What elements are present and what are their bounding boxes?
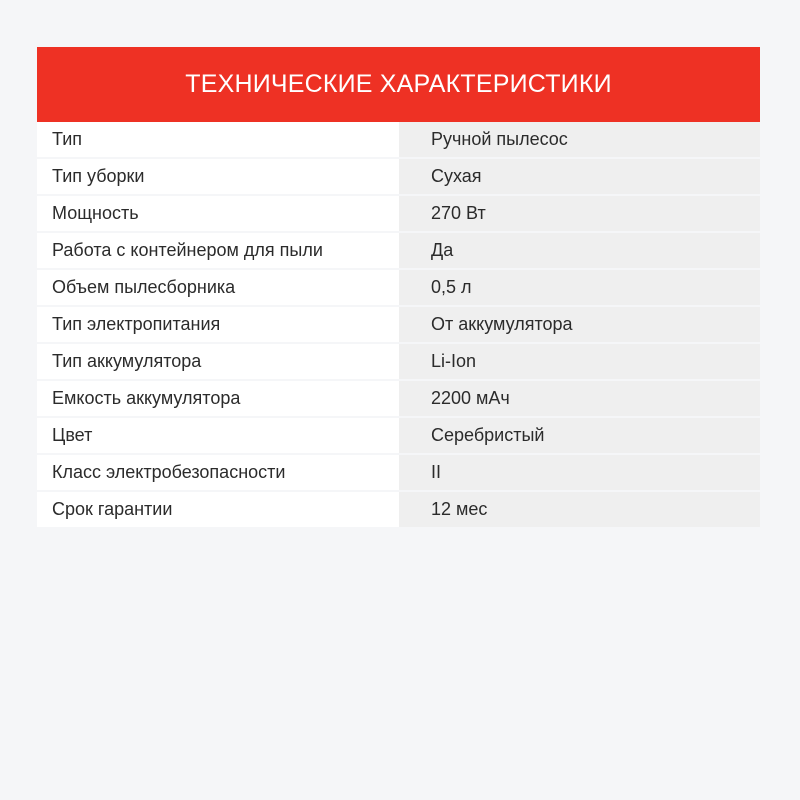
spec-row xyxy=(37,233,760,268)
spec-value: Ручной пылесос xyxy=(399,122,760,157)
spec-row xyxy=(37,270,760,305)
spec-label: Тип электропитания xyxy=(37,307,399,342)
spec-row xyxy=(37,418,760,453)
spec-label: Тип аккумулятора xyxy=(37,344,399,379)
spec-value: Да xyxy=(399,233,760,268)
spec-value: Серебристый xyxy=(399,418,760,453)
spec-row xyxy=(37,455,760,490)
specs-rows xyxy=(37,122,760,527)
spec-label: Срок гарантии xyxy=(37,492,399,527)
spec-label: Тип xyxy=(37,122,399,157)
spec-row xyxy=(37,307,760,342)
spec-value: Li-Ion xyxy=(399,344,760,379)
spec-row xyxy=(37,122,760,157)
spec-value: От аккумулятора xyxy=(399,307,760,342)
spec-label: Объем пылесборника xyxy=(37,270,399,305)
spec-row xyxy=(37,159,760,194)
spec-value: 270 Вт xyxy=(399,196,760,231)
specs-title: ТЕХНИЧЕСКИЕ ХАРАКТЕРИСТИКИ xyxy=(37,47,760,122)
spec-value: Сухая xyxy=(399,159,760,194)
spec-value: II xyxy=(399,455,760,490)
spec-label: Работа с контейнером для пыли xyxy=(37,233,399,268)
spec-label: Цвет xyxy=(37,418,399,453)
spec-label: Емкость аккумулятора xyxy=(37,381,399,416)
spec-label: Класс электробезопасности xyxy=(37,455,399,490)
spec-row xyxy=(37,196,760,231)
spec-label: Тип уборки xyxy=(37,159,399,194)
spec-value: 2200 мАч xyxy=(399,381,760,416)
spec-value: 12 мес xyxy=(399,492,760,527)
spec-label: Мощность xyxy=(37,196,399,231)
spec-value: 0,5 л xyxy=(399,270,760,305)
spec-row xyxy=(37,492,760,527)
specs-table xyxy=(37,47,760,527)
spec-row xyxy=(37,381,760,416)
spec-row xyxy=(37,344,760,379)
